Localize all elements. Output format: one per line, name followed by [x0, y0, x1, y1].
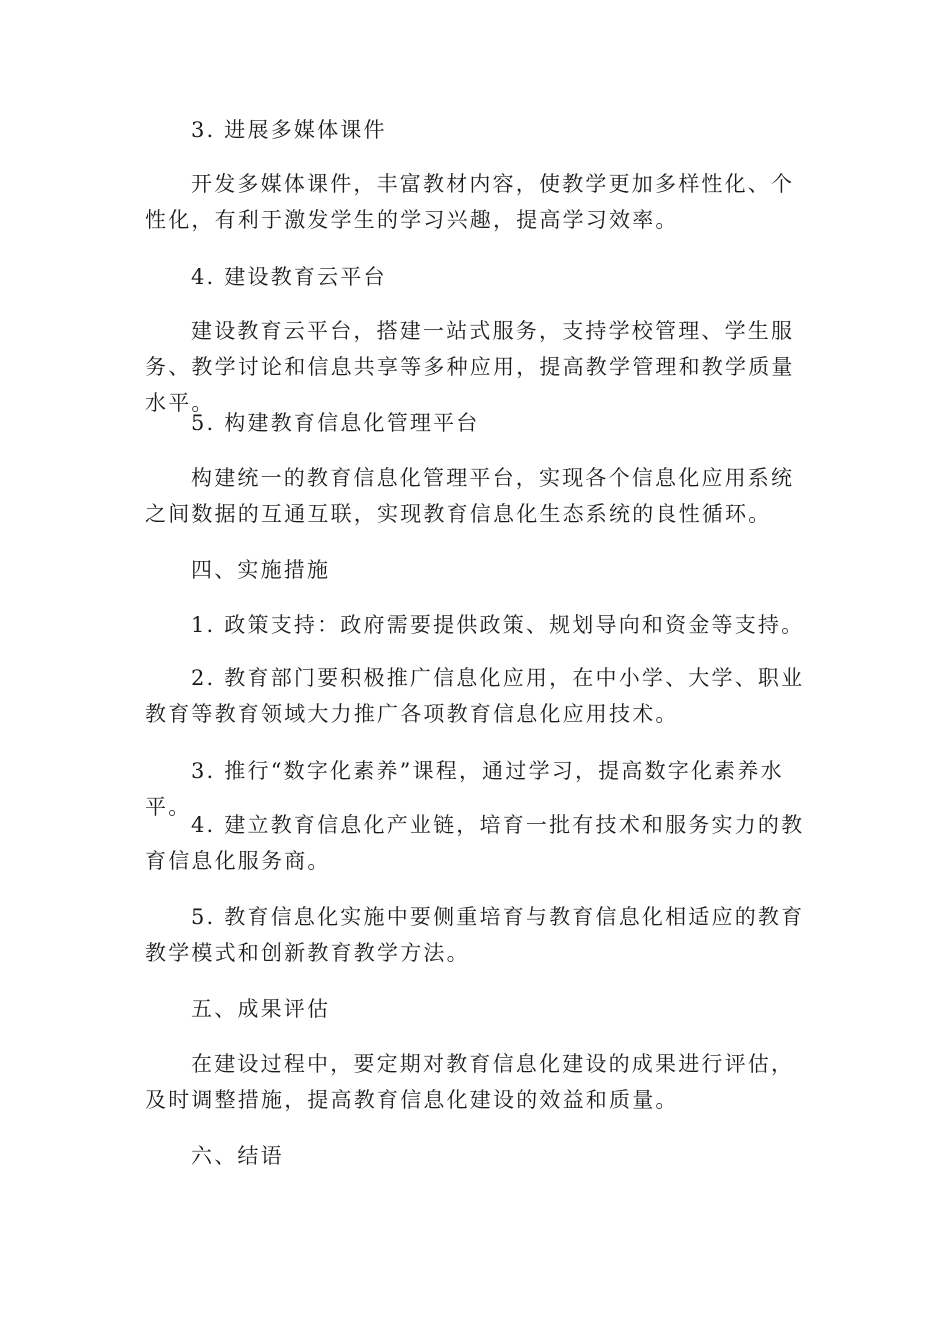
section-heading-measures: 四、实施措施 [191, 558, 331, 582]
measure-item-4: 4. 建立教育信息化产业链，培育一批有技术和服务实力的教育信息化服务商。 [145, 813, 805, 873]
measure-item-1: 1. 政策支持：政府需要提供政策、规划导向和资金等支持。 [191, 613, 805, 637]
section-heading-conclusion: 六、结语 [191, 1144, 284, 1168]
paragraph-education-cloud: 建设教育云平台，搭建一站式服务，支持学校管理、学生服务、教学讨论和信息共享等多种应用，提高教学管理和教学质量水平。 [145, 319, 795, 415]
heading-multimedia-courseware: 3. 进展多媒体课件 [191, 118, 387, 142]
measure-item-5: 5. 教育信息化实施中要侧重培育与教育信息化相适应的教育教学模式和创新教育教学方法。 [145, 905, 805, 965]
paragraph-evaluation: 在建设过程中，要定期对教育信息化建设的成果进行评估，及时调整措施，提高教育信息化建设的效益和质量。 [145, 1052, 795, 1112]
paragraph-management-platform: 构建统一的教育信息化管理平台，实现各个信息化应用系统之间数据的互通互联，实现教育信息化生态系统的良性循环。 [145, 466, 795, 526]
paragraph-multimedia-courseware: 开发多媒体课件，丰富教材内容，使教学更加多样性化、个性化，有利于激发学生的学习兴趣，提高学习效率。 [145, 172, 795, 232]
heading-education-cloud: 4. 建设教育云平台 [191, 265, 387, 289]
measure-item-3: 3. 推行“数字化素养”课程，通过学习，提高数字化素养水平。 [145, 759, 784, 819]
measure-item-2: 2. 教育部门要积极推广信息化应用，在中小学、大学、职业教育等教育领域大力推广各项教育信息化应用技术。 [145, 666, 805, 726]
heading-management-platform: 5. 构建教育信息化管理平台 [191, 411, 480, 435]
section-heading-evaluation: 五、成果评估 [191, 997, 331, 1021]
